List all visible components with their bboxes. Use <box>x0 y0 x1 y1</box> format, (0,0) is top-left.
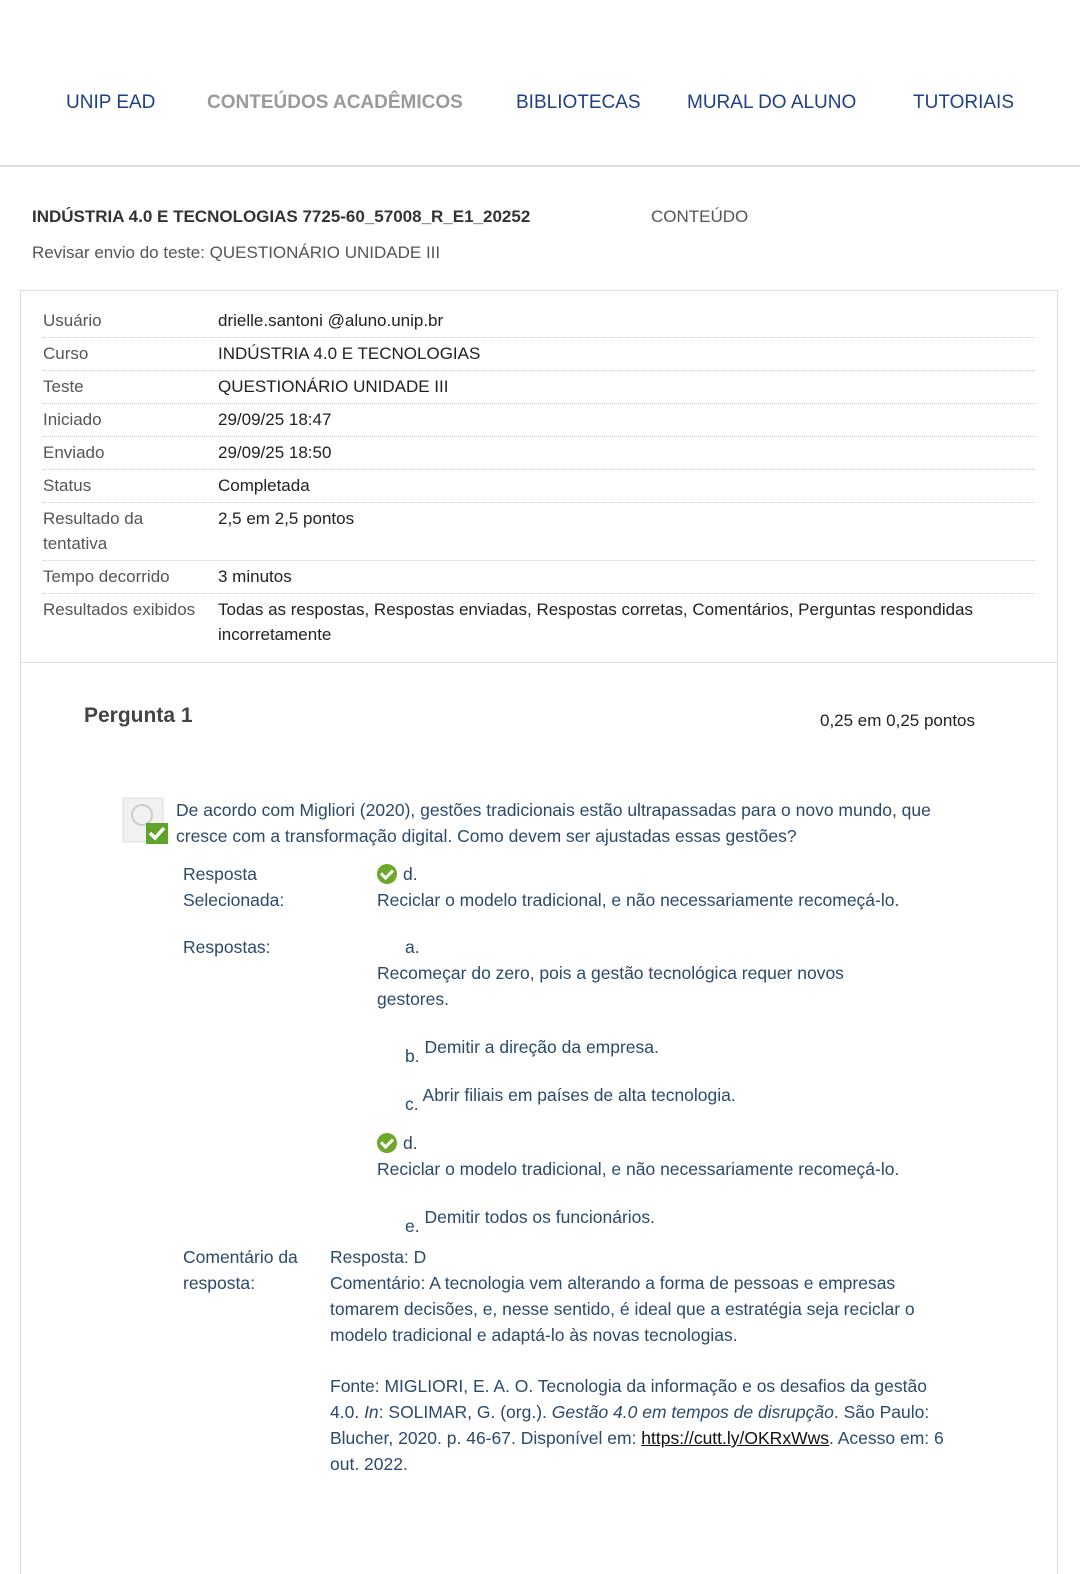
info-row <box>43 371 1035 404</box>
answer-text: Abrir filiais em países de alta tecnologia. <box>422 1085 736 1105</box>
answer-option-b <box>377 1034 912 1066</box>
question-text: De acordo com Migliori (2020), gestões tradicionais estão ultrapassadas para o novo mundo, que cresce com a transformação digital. Como devem ser ajustadas essas gestões? <box>176 800 931 846</box>
correct-question-icon <box>122 797 170 845</box>
comment-row <box>183 1244 972 1477</box>
info-row <box>43 594 1035 651</box>
info-value: Completada <box>218 476 310 495</box>
answer-letter: d. <box>403 1133 418 1153</box>
selected-text: Reciclar o modelo tradicional, e não necessariamente recomeçá-lo. <box>377 890 900 910</box>
answer-text: Recomeçar do zero, pois a gestão tecnológica requer novos gestores. <box>377 963 844 1009</box>
selected-answer-row <box>183 861 972 913</box>
nav-tutoriais[interactable]: TUTORIAIS <box>913 92 1014 113</box>
selected-letter: d. <box>403 864 418 884</box>
source-text: Fonte: MIGLIORI, E. A. O. Tecnologia da informação e os desafios da gestão 4.0. <box>330 1376 927 1422</box>
info-value: 29/09/25 18:50 <box>218 443 332 462</box>
info-label: Resultado da tentativa <box>43 509 144 553</box>
info-label: Iniciado <box>43 410 102 429</box>
info-row <box>43 305 1035 338</box>
divider <box>0 165 1080 167</box>
info-label: Tempo decorrido <box>43 567 170 586</box>
answers-row <box>183 934 972 1244</box>
comment-source <box>330 1373 952 1477</box>
info-row <box>43 404 1035 437</box>
info-row <box>43 470 1035 503</box>
selected-answer <box>377 861 972 913</box>
selected-answer-label: Resposta Selecionada: <box>183 864 285 910</box>
source-in: In <box>364 1402 379 1422</box>
source-book: Gestão 4.0 em tempos de disrupção <box>551 1402 834 1422</box>
answer-option-e <box>377 1204 912 1236</box>
nav-unip-ead[interactable]: UNIP EAD <box>66 92 156 113</box>
question-body <box>122 797 972 1477</box>
answer-option-d <box>377 1130 912 1182</box>
source-text: : SOLIMAR, G. (org.). <box>378 1402 552 1422</box>
info-row <box>43 437 1035 470</box>
answers-label: Respostas: <box>183 937 271 957</box>
answer-option-c <box>377 1082 912 1114</box>
nav-conteudos-academicos[interactable]: CONTEÚDOS ACADÊMICOS <box>207 92 463 113</box>
course-title[interactable]: INDÚSTRIA 4.0 E TECNOLOGIAS 7725-60_57008_R_E1_20252 <box>32 207 531 226</box>
comment-answer: Resposta: D <box>330 1247 427 1267</box>
comment-label: Comentário da resposta: <box>183 1247 298 1293</box>
nav-bibliotecas[interactable]: BIBLIOTECAS <box>516 92 641 113</box>
info-value: 29/09/25 18:47 <box>218 410 332 429</box>
top-nav <box>0 92 1080 122</box>
page-title: Revisar envio do teste: QUESTIONÁRIO UNIDADE III <box>32 243 441 262</box>
comment-body <box>330 1244 972 1477</box>
info-row <box>43 561 1035 594</box>
answer-option-a <box>377 934 912 1012</box>
answers-list <box>377 934 972 1244</box>
question-header <box>122 797 972 849</box>
answer-letter: a. <box>405 937 420 957</box>
info-row <box>43 338 1035 371</box>
info-value: 2,5 em 2,5 pontos <box>218 509 355 528</box>
info-label: Enviado <box>43 443 105 462</box>
info-value: QUESTIONÁRIO UNIDADE III <box>218 377 449 396</box>
source-text: . São Paulo: Blucher, 2020. p. 46-67. Disponível em: <box>330 1402 930 1448</box>
answer-text: Reciclar o modelo tradicional, e não necessariamente recomeçá-lo. <box>377 1159 900 1179</box>
content-link[interactable]: CONTEÚDO <box>651 207 749 226</box>
info-label: Curso <box>43 344 89 363</box>
question-title: Pergunta 1 <box>84 704 193 727</box>
attempt-info-table <box>21 291 1057 663</box>
nav-mural-do-aluno[interactable]: MURAL DO ALUNO <box>687 92 857 113</box>
question-points: 0,25 em 0,25 pontos <box>820 711 976 730</box>
correct-check-icon <box>377 864 397 884</box>
correct-check-icon <box>377 1133 397 1153</box>
info-value: drielle.santoni @aluno.unip.br <box>218 311 444 330</box>
info-label: Status <box>43 476 92 495</box>
info-label: Usuário <box>43 311 102 330</box>
answer-letter: e. <box>405 1216 420 1236</box>
answer-text: Demitir a direção da empresa. <box>424 1037 659 1057</box>
info-row <box>43 503 1035 561</box>
info-label: Teste <box>43 377 84 396</box>
answer-letter: c. <box>405 1094 419 1114</box>
info-value: INDÚSTRIA 4.0 E TECNOLOGIAS <box>218 344 481 363</box>
answer-letter: b. <box>405 1046 420 1066</box>
source-text: . Acesso em: 6 out. 2022. <box>330 1428 944 1474</box>
comment-text: Comentário: A tecnologia vem alterando a forma de pessoas e empresas tomarem decisões, e, nesse sentido, é ideal que a estratégia seja reciclar o modelo tradicional e adaptá-lo às novas tecnologias. <box>330 1273 915 1345</box>
info-value: 3 minutos <box>218 567 292 586</box>
source-link[interactable]: https://cutt.ly/OKRxWws <box>641 1428 829 1448</box>
info-value: Todas as respostas, Respostas enviadas, Respostas corretas, Comentários, Perguntas respondidas incorretamente <box>218 600 974 644</box>
answer-text: Demitir todos os funcionários. <box>424 1207 656 1227</box>
info-label: Resultados exibidos <box>43 600 196 619</box>
